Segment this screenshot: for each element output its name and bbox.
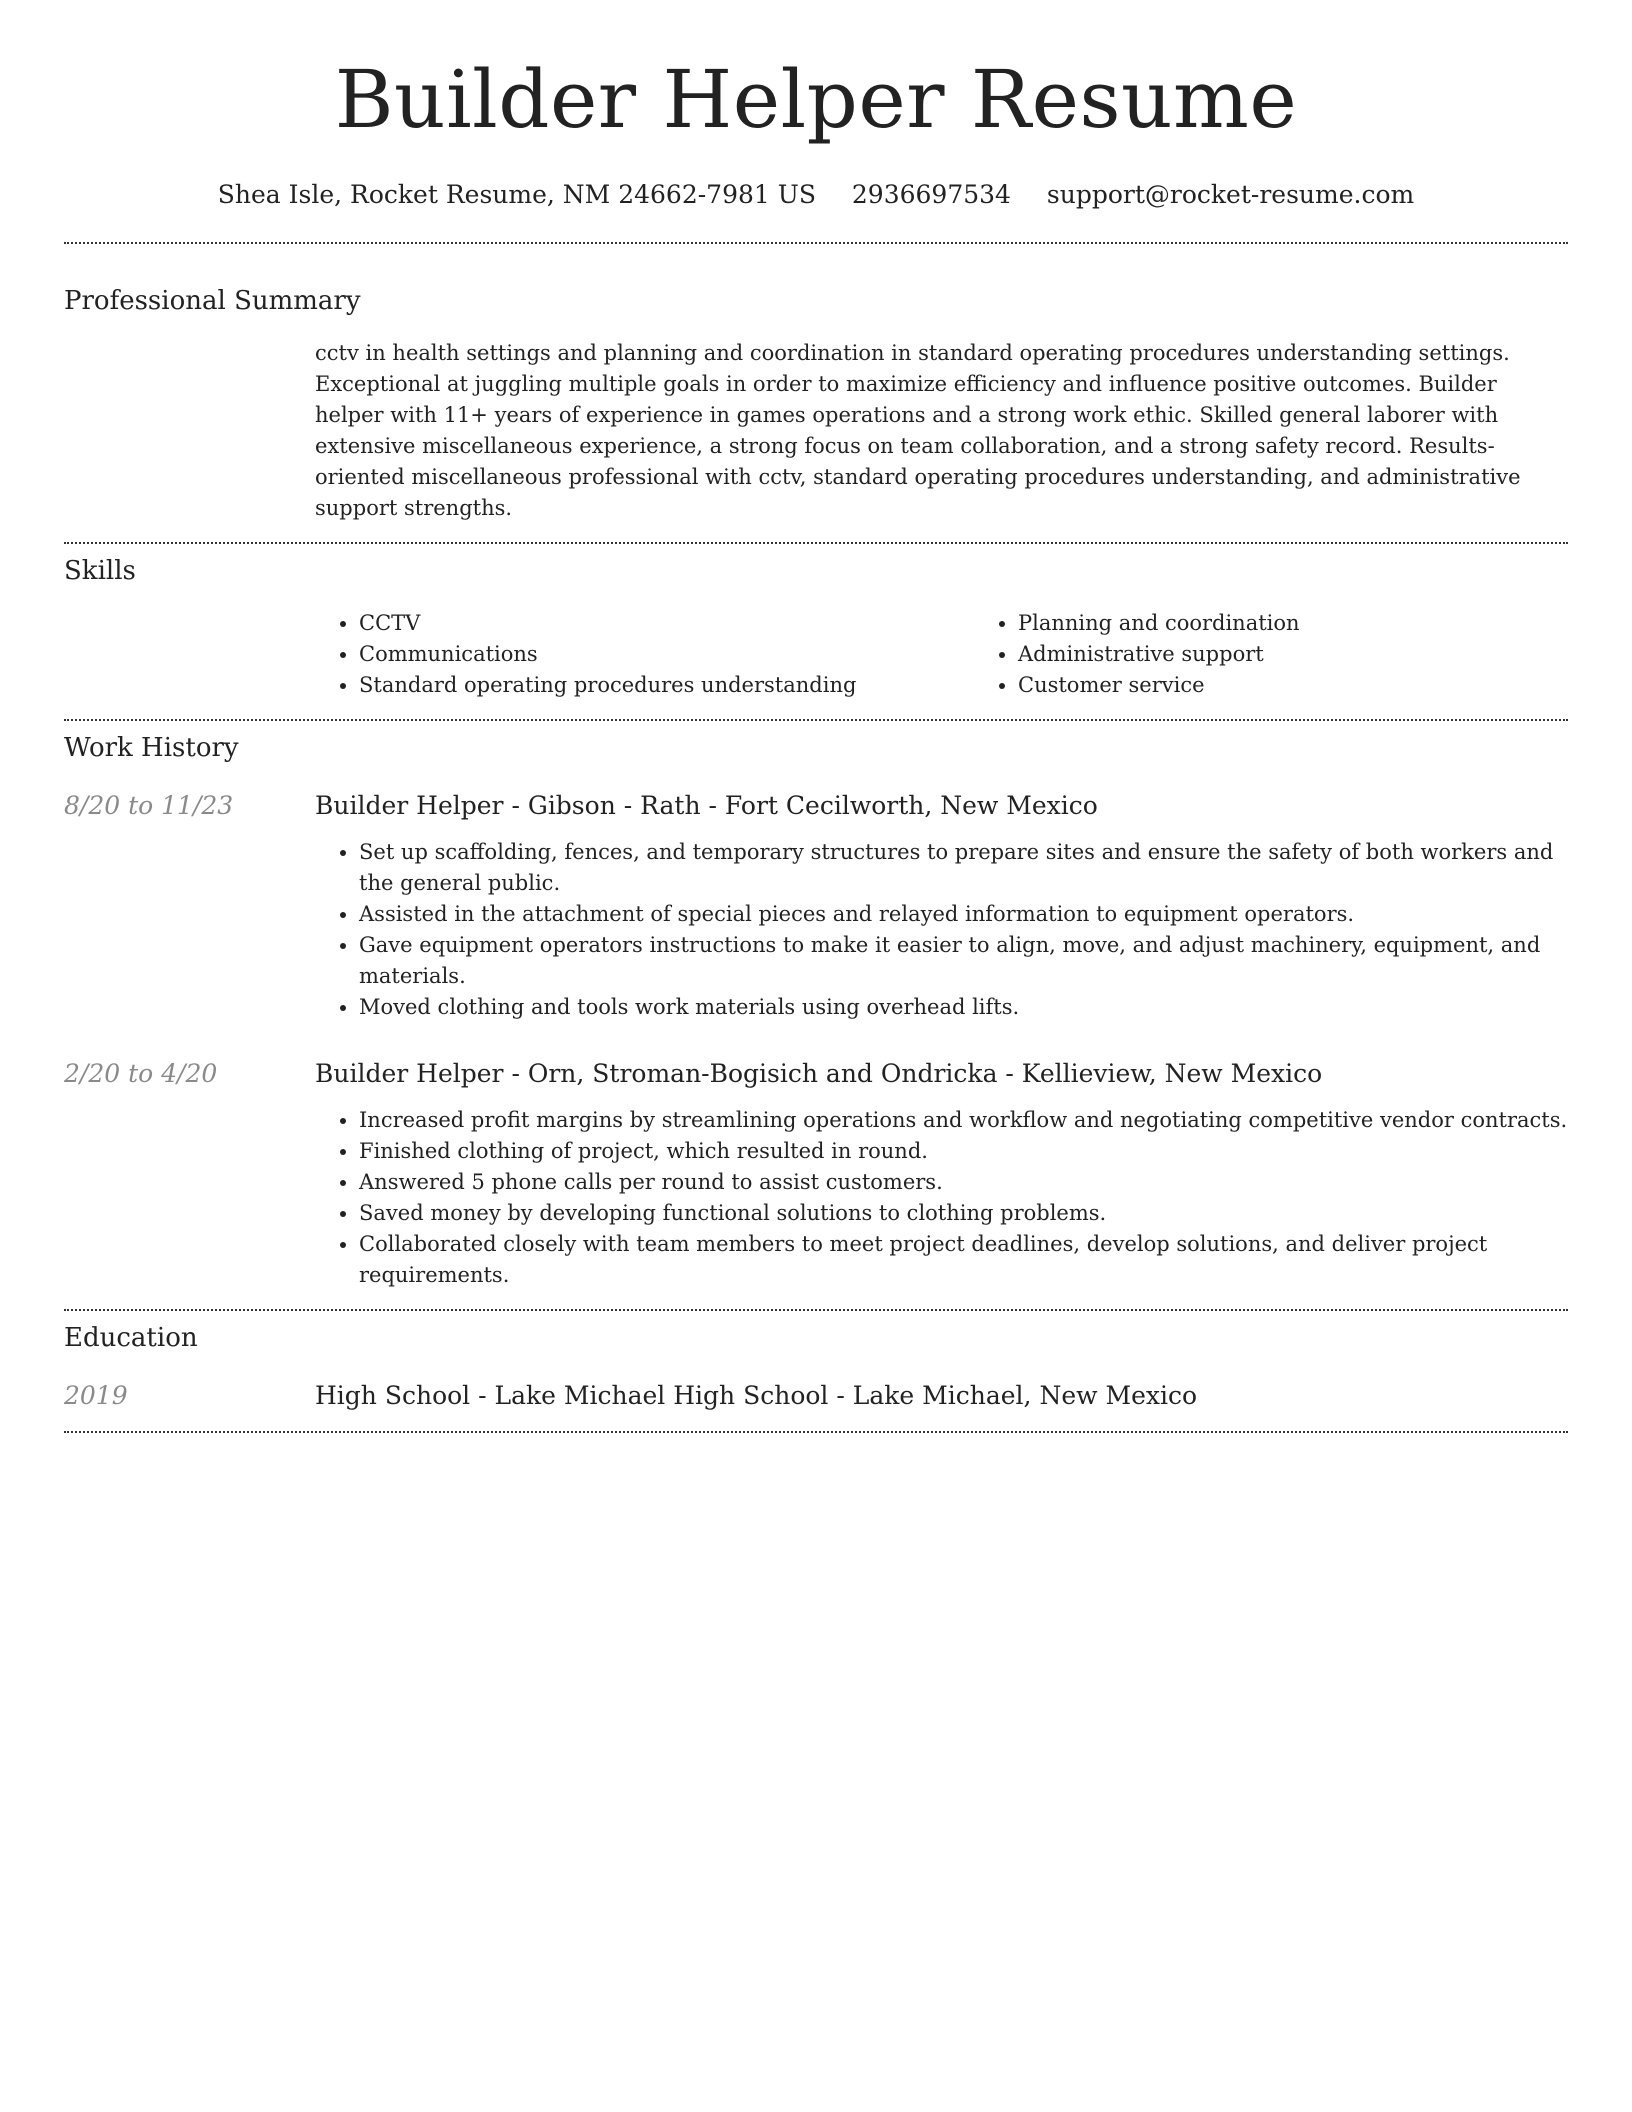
contact-line — [64, 178, 1568, 212]
skill-item: • Standard operating procedures understanding — [359, 670, 974, 701]
job-bullet: • Moved clothing and tools work materials using overhead lifts. — [359, 992, 1568, 1023]
skill-item: • CCTV — [359, 608, 974, 639]
contact-phone: 2936697534 — [851, 180, 1011, 209]
skill-item: • Administrative support — [1018, 639, 1632, 670]
education-section — [64, 1321, 1568, 1413]
divider — [64, 1309, 1568, 1311]
job-bullet: • Collaborated closely with team members to meet project deadlines, develop solutions, and deliver project requirements. — [359, 1229, 1568, 1291]
job-bullets — [315, 1105, 1568, 1291]
summary-heading: Professional Summary — [64, 286, 361, 316]
contact-address: Shea Isle, Rocket Resume, NM 24662-7981 US — [217, 180, 816, 209]
job-bullets — [315, 837, 1568, 1023]
job-dates: 8/20 to 11/23 — [64, 791, 234, 820]
skills-column-left — [315, 608, 974, 701]
education-title: High School - Lake Michael High School - Lake Michael, New Mexico — [315, 1381, 1198, 1410]
skill-item: • Communications — [359, 639, 974, 670]
job-entry — [64, 1057, 1568, 1291]
divider — [64, 719, 1568, 721]
work-section — [64, 731, 1568, 1291]
job-bullet: • Finished clothing of project, which resulted in round. — [359, 1136, 1568, 1167]
job-title: Builder Helper - Gibson - Rath - Fort Cecilworth, New Mexico — [315, 791, 1098, 820]
job-entry — [64, 789, 1568, 1023]
education-heading: Education — [64, 1323, 198, 1353]
work-heading: Work History — [64, 733, 239, 763]
job-bullet: • Gave equipment operators instructions to make it easier to align, move, and adjust machinery, equipment, and materials. — [359, 930, 1568, 992]
resume-header — [64, 0, 1568, 212]
divider — [64, 1431, 1568, 1433]
skills-heading: Skills — [64, 556, 136, 586]
skills-section — [64, 554, 1568, 701]
education-year: 2019 — [64, 1381, 128, 1410]
job-bullet: • Saved money by developing functional solutions to clothing problems. — [359, 1198, 1568, 1229]
job-bullet: • Increased profit margins by streamlining operations and workflow and negotiating competitive vendor contracts. — [359, 1105, 1568, 1136]
summary-text: cctv in health settings and planning and coordination in standard operating procedures understanding settings. Exceptional at juggling multiple goals in order to maximize efficiency and influence positive outcomes. Builder helper with 11+ years of experience in games operations and a strong work ethic. Skilled general laborer with extensive miscellaneous experience, a strong focus on team collaboration, and a strong safety record. Results-oriented miscellaneous professional with cctv, standard operating procedures understanding, and administrative support strengths. — [315, 341, 1521, 520]
resume-title: Builder Helper Resume — [334, 53, 1298, 146]
skill-item: • Customer service — [1018, 670, 1632, 701]
job-bullet: • Assisted in the attachment of special pieces and relayed information to equipment operators. — [359, 899, 1568, 930]
job-title: Builder Helper - Orn, Stroman-Bogisich and Ondricka - Kellieview, New Mexico — [315, 1059, 1323, 1088]
divider — [64, 242, 1568, 244]
job-bullet: • Set up scaffolding, fences, and temporary structures to prepare sites and ensure the safety of both workers and the general public. — [359, 837, 1568, 899]
education-entry — [64, 1379, 1568, 1413]
job-dates: 2/20 to 4/20 — [64, 1059, 218, 1088]
skill-item: • Planning and coordination — [1018, 608, 1632, 639]
skills-list — [315, 608, 1632, 701]
contact-email: support@rocket-resume.com — [1046, 180, 1415, 209]
summary-section — [64, 284, 1568, 524]
skills-column-right — [974, 608, 1632, 701]
job-bullet: • Answered 5 phone calls per round to assist customers. — [359, 1167, 1568, 1198]
divider — [64, 542, 1568, 544]
